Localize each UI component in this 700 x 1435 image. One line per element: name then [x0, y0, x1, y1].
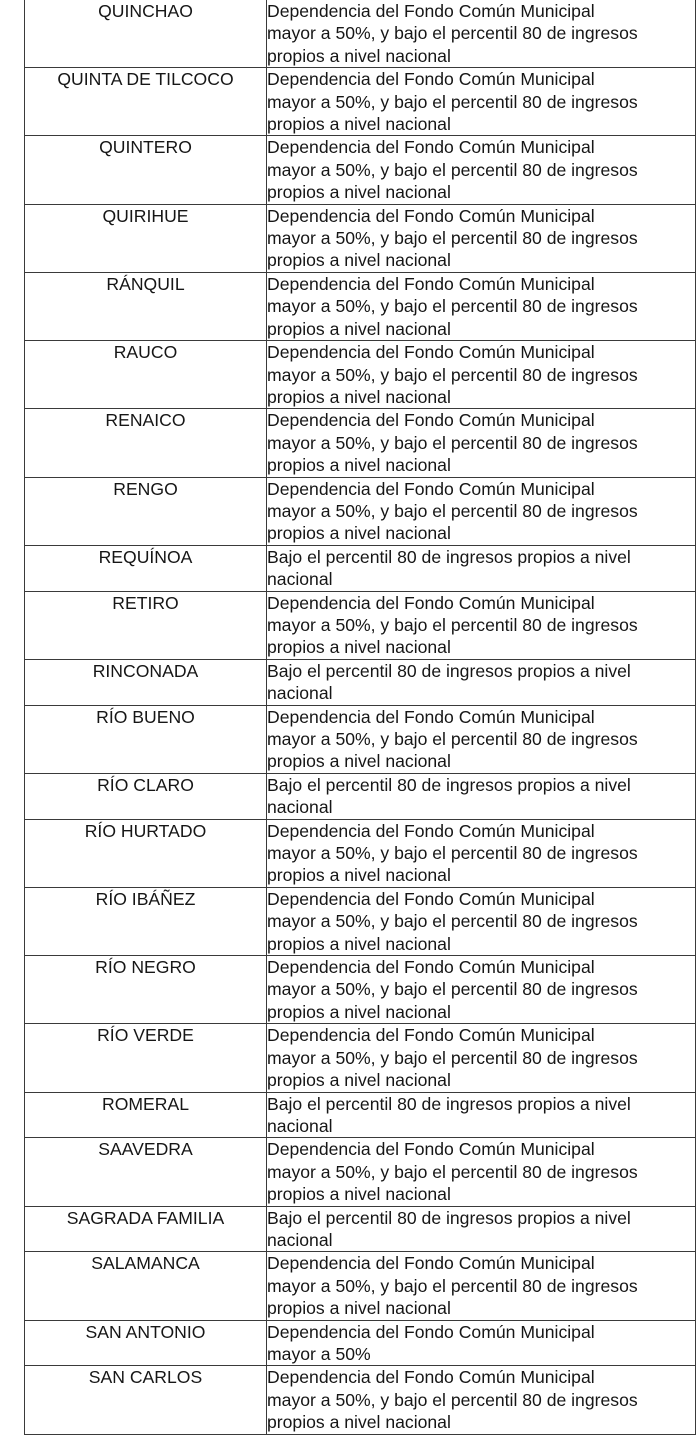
comuna-name-cell: RÍO HURTADO: [25, 819, 267, 887]
criteria-line: Dependencia del Fondo Común Municipal: [267, 69, 595, 90]
table-row: [25, 477, 696, 545]
criteria-line: propios a nivel nacional: [267, 1001, 451, 1022]
table-row: [25, 705, 696, 773]
criteria-cell: [267, 68, 696, 136]
criteria-line: Dependencia del Fondo Común Municipal: [267, 273, 595, 294]
comuna-name-cell: QUINCHAO: [25, 0, 267, 68]
criteria-line: mayor a 50%, y bajo el percentil 80 de ingresos: [267, 1389, 638, 1410]
table-row: [25, 1206, 696, 1252]
criteria-cell: [267, 204, 696, 272]
comuna-name-cell: RENAICO: [25, 409, 267, 477]
table-row: [25, 1252, 696, 1320]
table-row: [25, 887, 696, 955]
criteria-line: Bajo el percentil 80 de ingresos propios a nivel: [267, 1207, 631, 1228]
comuna-name-cell: QUINTA DE TILCOCO: [25, 68, 267, 136]
criteria-cell: [267, 1206, 696, 1252]
criteria-line: Dependencia del Fondo Común Municipal: [267, 205, 595, 226]
criteria-line: Dependencia del Fondo Común Municipal: [267, 1321, 595, 1342]
criteria-line: Dependencia del Fondo Común Municipal: [267, 820, 595, 841]
criteria-line: mayor a 50%, y bajo el percentil 80 de ingresos: [267, 500, 638, 521]
criteria-line: Dependencia del Fondo Común Municipal: [267, 478, 595, 499]
criteria-line: Dependencia del Fondo Común Municipal: [267, 706, 595, 727]
table-row: [25, 773, 696, 819]
criteria-line: mayor a 50%, y bajo el percentil 80 de ingresos: [267, 23, 638, 44]
criteria-line: nacional: [267, 683, 333, 704]
criteria-line: propios a nivel nacional: [267, 1070, 451, 1091]
criteria-line: propios a nivel nacional: [267, 182, 451, 203]
comuna-name-cell: RÍO VERDE: [25, 1024, 267, 1092]
criteria-line: nacional: [267, 569, 333, 590]
table-row: [25, 1024, 696, 1092]
criteria-line: Dependencia del Fondo Común Municipal: [267, 1139, 595, 1160]
comuna-name-cell: RAUCO: [25, 341, 267, 409]
criteria-cell: [267, 1138, 696, 1206]
criteria-line: propios a nivel nacional: [267, 933, 451, 954]
criteria-cell: [267, 1024, 696, 1092]
comuna-name-cell: RÍO CLARO: [25, 773, 267, 819]
criteria-line: mayor a 50%, y bajo el percentil 80 de ingresos: [267, 843, 638, 864]
criteria-line: Dependencia del Fondo Común Municipal: [267, 1, 595, 21]
table-row: [25, 204, 696, 272]
criteria-line: nacional: [267, 1229, 333, 1250]
comuna-name-cell: SAAVEDRA: [25, 1138, 267, 1206]
criteria-line: mayor a 50%, y bajo el percentil 80 de ingresos: [267, 1047, 638, 1068]
criteria-line: Bajo el percentil 80 de ingresos propios a nivel: [267, 774, 631, 795]
criteria-line: Bajo el percentil 80 de ingresos propios a nivel: [267, 1093, 631, 1114]
criteria-cell: [267, 545, 696, 591]
criteria-line: mayor a 50%: [267, 1343, 371, 1364]
criteria-line: propios a nivel nacional: [267, 386, 451, 407]
comuna-name-cell: SAN CARLOS: [25, 1366, 267, 1434]
criteria-line: propios a nivel nacional: [267, 637, 451, 658]
criteria-line: Dependencia del Fondo Común Municipal: [267, 1367, 595, 1388]
criteria-line: propios a nivel nacional: [267, 455, 451, 476]
table-row: [25, 1320, 696, 1366]
criteria-line: mayor a 50%, y bajo el percentil 80 de ingresos: [267, 1275, 638, 1296]
criteria-cell: [267, 956, 696, 1024]
criteria-line: Bajo el percentil 80 de ingresos propios a nivel: [267, 546, 631, 567]
criteria-line: Dependencia del Fondo Común Municipal: [267, 1025, 595, 1046]
table-row: [25, 545, 696, 591]
table-row: [25, 1138, 696, 1206]
comuna-name-cell: REQUÍNOA: [25, 545, 267, 591]
table-row: [25, 591, 696, 659]
table-row: [25, 409, 696, 477]
criteria-line: mayor a 50%, y bajo el percentil 80 de ingresos: [267, 364, 638, 385]
criteria-cell: [267, 1366, 696, 1434]
comuna-name-cell: RINCONADA: [25, 659, 267, 705]
comuna-name-cell: RETIRO: [25, 591, 267, 659]
criteria-line: propios a nivel nacional: [267, 865, 451, 886]
criteria-line: propios a nivel nacional: [267, 1184, 451, 1205]
table-row: [25, 1092, 696, 1138]
criteria-line: nacional: [267, 1115, 333, 1136]
comuna-name-cell: RÍO IBÁÑEZ: [25, 887, 267, 955]
table-row: [25, 272, 696, 340]
comuna-name-cell: SAN ANTONIO: [25, 1320, 267, 1366]
table-row: [25, 136, 696, 204]
comuna-name-cell: QUINTERO: [25, 136, 267, 204]
criteria-cell: [267, 591, 696, 659]
criteria-line: mayor a 50%, y bajo el percentil 80 de ingresos: [267, 1161, 638, 1182]
criteria-cell: [267, 0, 696, 68]
criteria-cell: [267, 341, 696, 409]
criteria-line: Dependencia del Fondo Común Municipal: [267, 1253, 595, 1274]
criteria-cell: [267, 409, 696, 477]
table-row: [25, 68, 696, 136]
criteria-cell: [267, 819, 696, 887]
criteria-line: mayor a 50%, y bajo el percentil 80 de ingresos: [267, 911, 638, 932]
criteria-line: propios a nivel nacional: [267, 1298, 451, 1319]
criteria-line: mayor a 50%, y bajo el percentil 80 de ingresos: [267, 228, 638, 249]
comuna-name-cell: SAGRADA FAMILIA: [25, 1206, 267, 1252]
criteria-line: propios a nivel nacional: [267, 250, 451, 271]
criteria-line: Bajo el percentil 80 de ingresos propios a nivel: [267, 660, 631, 681]
criteria-cell: [267, 705, 696, 773]
criteria-cell: [267, 773, 696, 819]
criteria-line: Dependencia del Fondo Común Municipal: [267, 957, 595, 978]
criteria-line: Dependencia del Fondo Común Municipal: [267, 342, 595, 363]
criteria-line: mayor a 50%, y bajo el percentil 80 de ingresos: [267, 729, 638, 749]
criteria-line: propios a nivel nacional: [267, 318, 451, 339]
criteria-cell: [267, 477, 696, 545]
criteria-cell: [267, 659, 696, 705]
criteria-line: propios a nivel nacional: [267, 751, 451, 772]
comuna-name-cell: RÍO NEGRO: [25, 956, 267, 1024]
criteria-line: propios a nivel nacional: [267, 114, 451, 135]
comuna-name-cell: SALAMANCA: [25, 1252, 267, 1320]
criteria-line: Dependencia del Fondo Común Municipal: [267, 410, 595, 431]
criteria-line: propios a nivel nacional: [267, 523, 451, 544]
criteria-line: mayor a 50%, y bajo el percentil 80 de ingresos: [267, 979, 638, 1000]
table-body: [25, 0, 696, 1434]
criteria-line: propios a nivel nacional: [267, 45, 451, 66]
table-row: [25, 819, 696, 887]
comuna-name-cell: ROMERAL: [25, 1092, 267, 1138]
table-row: [25, 0, 696, 68]
criteria-line: Dependencia del Fondo Común Municipal: [267, 888, 595, 909]
criteria-line: nacional: [267, 797, 333, 818]
criteria-line: Dependencia del Fondo Común Municipal: [267, 592, 595, 613]
table-row: [25, 659, 696, 705]
criteria-line: mayor a 50%, y bajo el percentil 80 de ingresos: [267, 296, 638, 317]
criteria-line: Dependencia del Fondo Común Municipal: [267, 137, 595, 158]
criteria-line: mayor a 50%, y bajo el percentil 80 de ingresos: [267, 614, 638, 635]
criteria-line: mayor a 50%, y bajo el percentil 80 de ingresos: [267, 91, 638, 112]
comuna-name-cell: RENGO: [25, 477, 267, 545]
criteria-line: mayor a 50%, y bajo el percentil 80 de ingresos: [267, 159, 638, 180]
criteria-cell: [267, 1320, 696, 1366]
table-row: [25, 1366, 696, 1434]
criteria-cell: [267, 1092, 696, 1138]
criteria-cell: [267, 1252, 696, 1320]
criteria-cell: [267, 272, 696, 340]
criteria-cell: [267, 887, 696, 955]
comuna-name-cell: RÍO BUENO: [25, 705, 267, 773]
comunas-criteria-table: [24, 0, 696, 1435]
table-row: [25, 341, 696, 409]
criteria-line: mayor a 50%, y bajo el percentil 80 de ingresos: [267, 432, 638, 453]
criteria-line: propios a nivel nacional: [267, 1412, 451, 1433]
comuna-name-cell: RÁNQUIL: [25, 272, 267, 340]
table-row: [25, 956, 696, 1024]
criteria-cell: [267, 136, 696, 204]
comuna-name-cell: QUIRIHUE: [25, 204, 267, 272]
